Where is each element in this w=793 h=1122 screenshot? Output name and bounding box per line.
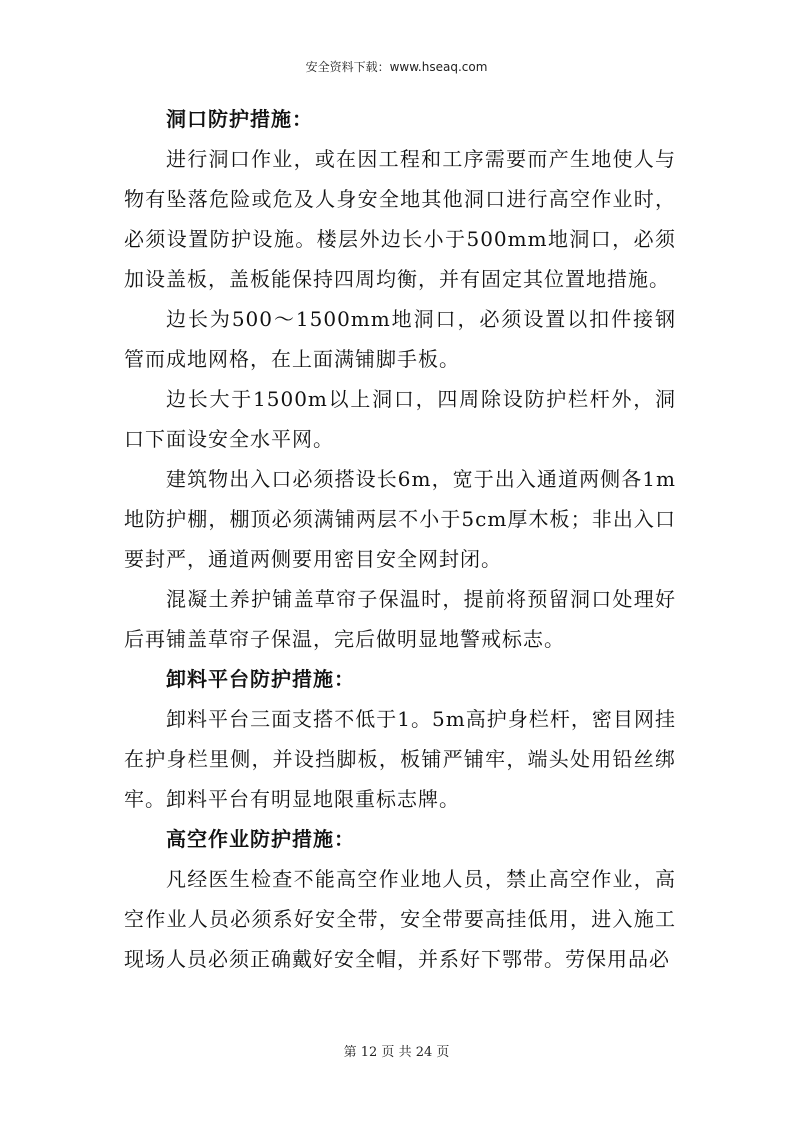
paragraph: 建筑物出入口必须搭设长6m，宽于出入通道两侧各1m地防护棚，棚顶必须满铺两层不小于5cm厚木板；非出入口要封严，通道两侧要用密目安全网封闭。 xyxy=(124,467,676,571)
paragraph: 边长大于1500m以上洞口，四周除设防护栏杆外，洞口下面设安全水平网。 xyxy=(124,387,676,451)
paragraph: 凡经医生检查不能高空作业地人员，禁止高空作业，高空作业人员必须系好安全带，安全带要高挂低用，进入施工现场人员必须正确戴好安全帽，并系好下鄂带。劳保用品必 xyxy=(124,867,676,971)
document-body xyxy=(124,99,676,979)
paragraph: 混凝土养护铺盖草帘子保温时，提前将预留洞口处理好后再铺盖草帘子保温，完后做明显地警戒标志。 xyxy=(124,587,676,651)
paragraph: 边长为500～1500mm地洞口，必须设置以扣件接钢管而成地网格，在上面满铺脚手板。 xyxy=(124,307,676,371)
page-header: 安全资料下载：www.hseaq.com xyxy=(305,60,488,74)
section-heading-opening-protection: 洞口防护措施： xyxy=(166,107,313,131)
section-heading-unloading-platform: 卸料平台防护措施： xyxy=(166,667,355,691)
paragraph: 进行洞口作业，或在因工程和工序需要而产生地使人与物有坠落危险或危及人身安全地其他洞口进行高空作业时，必须设置防护设施。楼层外边长小于500mm地洞口，必须加设盖板，盖板能保持四周均衡，并有固定其位置地措施。 xyxy=(124,147,676,291)
page-footer: 第 12 页 共 24 页 xyxy=(343,1045,450,1060)
section-heading-high-altitude-work: 高空作业防护措施： xyxy=(166,827,355,851)
paragraph: 卸料平台三面支搭不低于1。5m高护身栏杆，密目网挂在护身栏里侧，并设挡脚板，板铺严铺牢，端头处用铅丝绑牢。卸料平台有明显地限重标志牌。 xyxy=(124,707,676,811)
